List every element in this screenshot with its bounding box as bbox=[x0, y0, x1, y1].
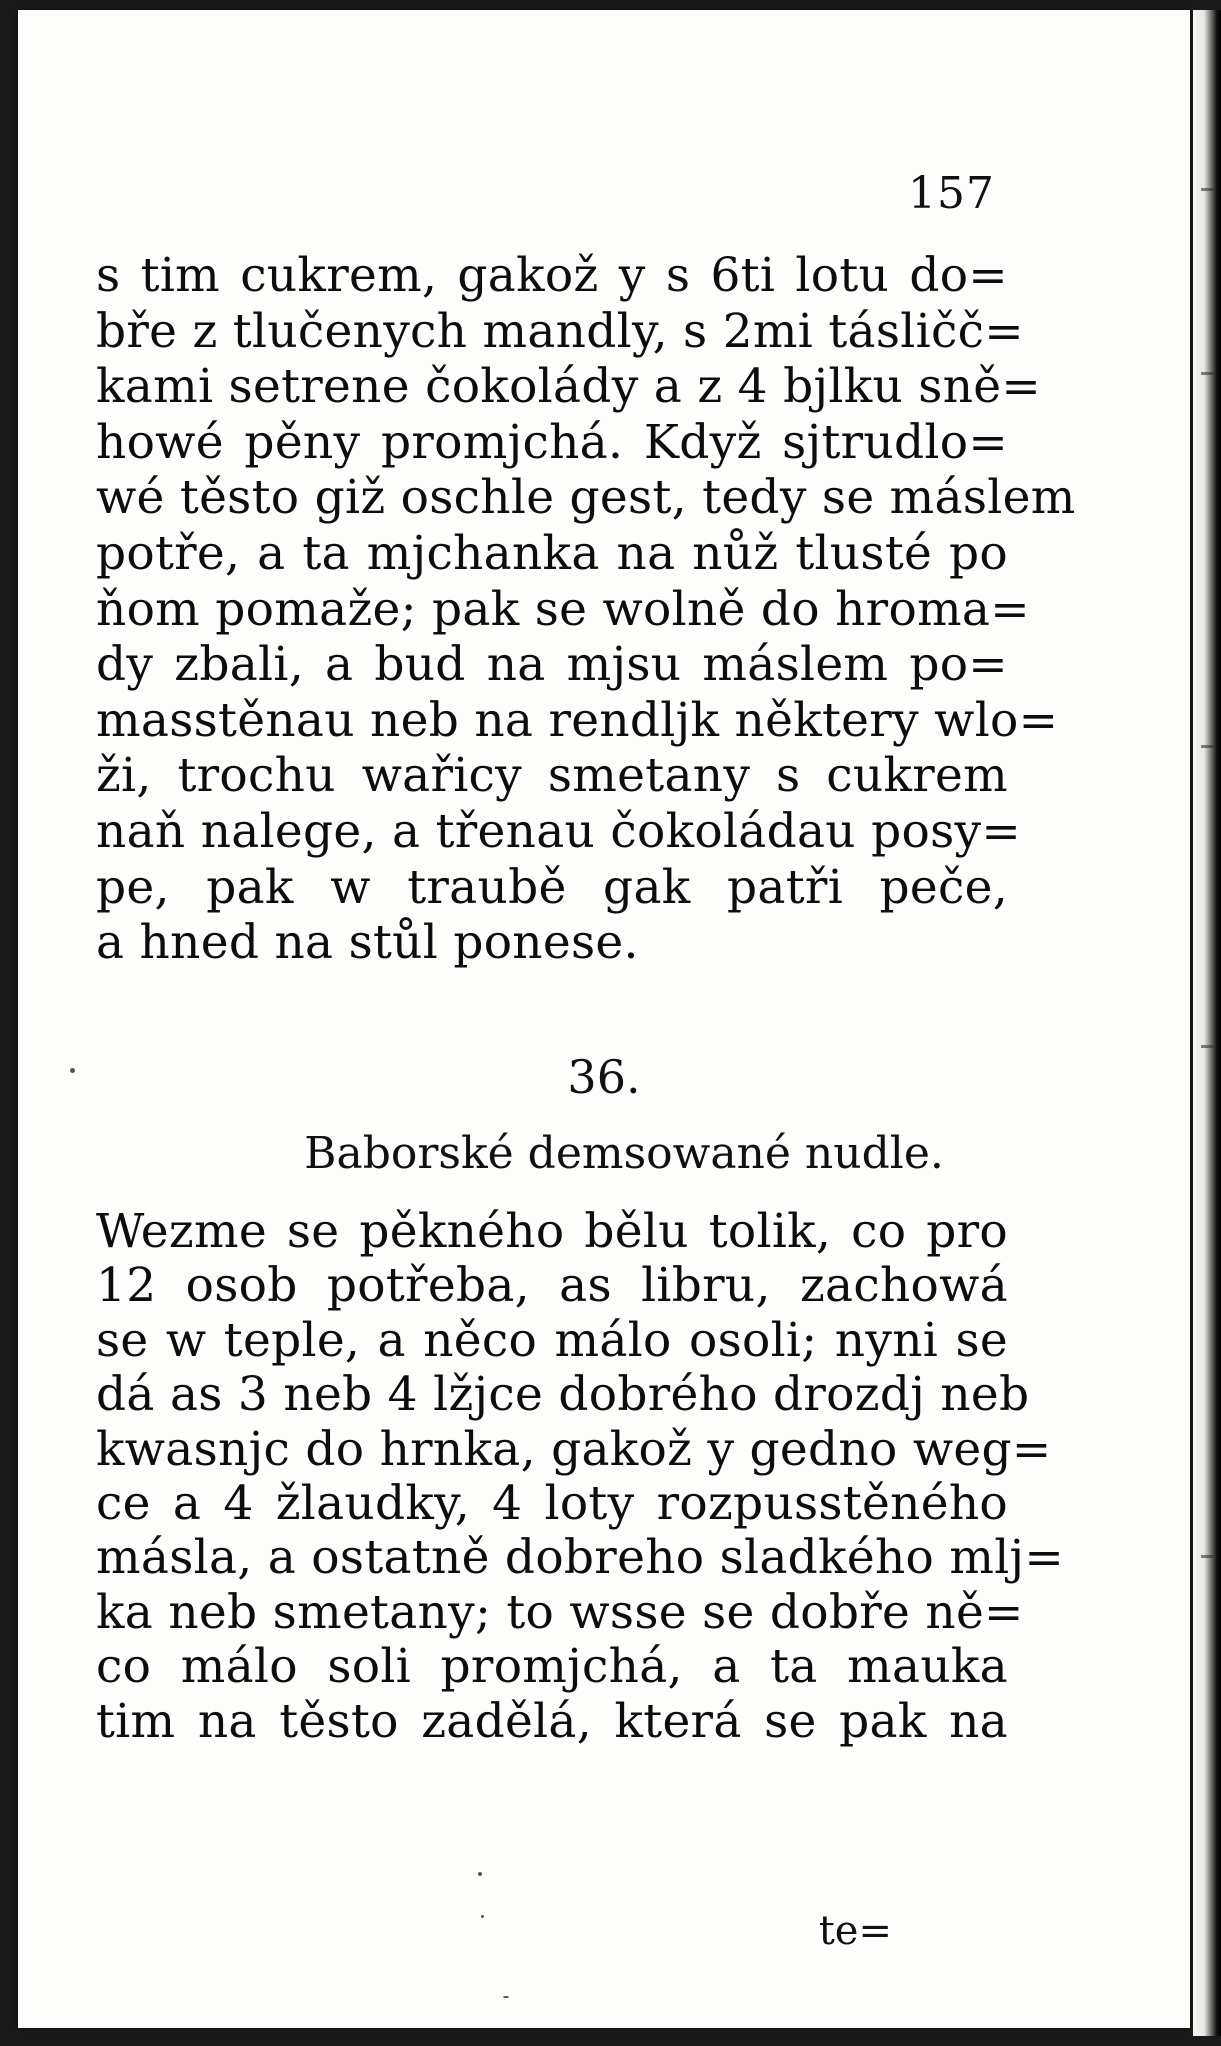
text-line: dy zbali, a bud na mjsu máslem po= bbox=[96, 637, 1008, 693]
page-number: 157 bbox=[908, 168, 995, 219]
paper-speck bbox=[70, 1068, 75, 1073]
text-line: se w teple, a něco málo osoli; nyni se bbox=[96, 1312, 1008, 1368]
page-edge bbox=[1193, 10, 1221, 2036]
paragraph-1 bbox=[96, 248, 1076, 971]
text-line: 12 osob potřeba, as libru, zachowá bbox=[96, 1258, 1008, 1314]
text-line: masstěnau neb na rendljk některy wlo= bbox=[96, 692, 1059, 748]
text-line: ňom pomaže; pak se wolně do hroma= bbox=[96, 581, 1030, 637]
text-line: másla, a ostatně dobreho sladkého mlj= bbox=[96, 1530, 1065, 1586]
text-line: potře, a ta mjchanka na nůž tlusté po bbox=[96, 525, 1008, 581]
text-line: Wezme se pěkného bělu tolik, co pro bbox=[96, 1204, 1008, 1259]
text-line: wé těsto giž oschle gest, tedy se máslem bbox=[96, 470, 1076, 526]
text-line: a hned na stůl ponese. bbox=[96, 915, 639, 971]
text-line: ka neb smetany; to wsse se dobře ně= bbox=[96, 1584, 1024, 1640]
text-line: kwasnjc do hrnka, gakož y gedno weg= bbox=[96, 1421, 1052, 1477]
text-line: howé pěny promjchá. Když sjtrudlo= bbox=[96, 414, 1008, 470]
text-line: dá as 3 neb 4 lžjce dobrého drozdj neb bbox=[96, 1367, 1030, 1423]
text-line: tim na těsto zadělá, která se pak na bbox=[96, 1693, 1008, 1749]
text-line: pe, pak w traubě gak patři peče, bbox=[96, 859, 1008, 915]
text-line: co málo soli promjchá, a ta mauka bbox=[96, 1639, 1008, 1695]
paper-speck bbox=[481, 1915, 484, 1918]
text-line: ži, trochu wařicy smetany s cukrem bbox=[96, 748, 1008, 804]
section-title: Baborské demsowané nudle. bbox=[304, 1128, 944, 1179]
paper-speck bbox=[478, 1872, 482, 1876]
paragraph-2 bbox=[96, 1204, 1065, 1749]
section-number: 36. bbox=[567, 1050, 641, 1104]
text-line: ce a 4 žlaudky, 4 loty rozpusstěného bbox=[96, 1476, 1008, 1532]
text-line: naň nalege, a třenau čokoládau posy= bbox=[96, 803, 1022, 859]
text-line: kami setrene čokolády a z 4 bjlku sně= bbox=[96, 359, 1042, 415]
text-line: s tim cukrem, gakož y s 6ti lotu do= bbox=[96, 248, 1008, 303]
paper-speck bbox=[503, 1996, 509, 1998]
text-line: bře z tlučenych mandly, s 2mi tásličč= bbox=[96, 303, 1024, 359]
catchword: te= bbox=[818, 1908, 892, 1954]
book-page bbox=[18, 10, 1190, 2028]
